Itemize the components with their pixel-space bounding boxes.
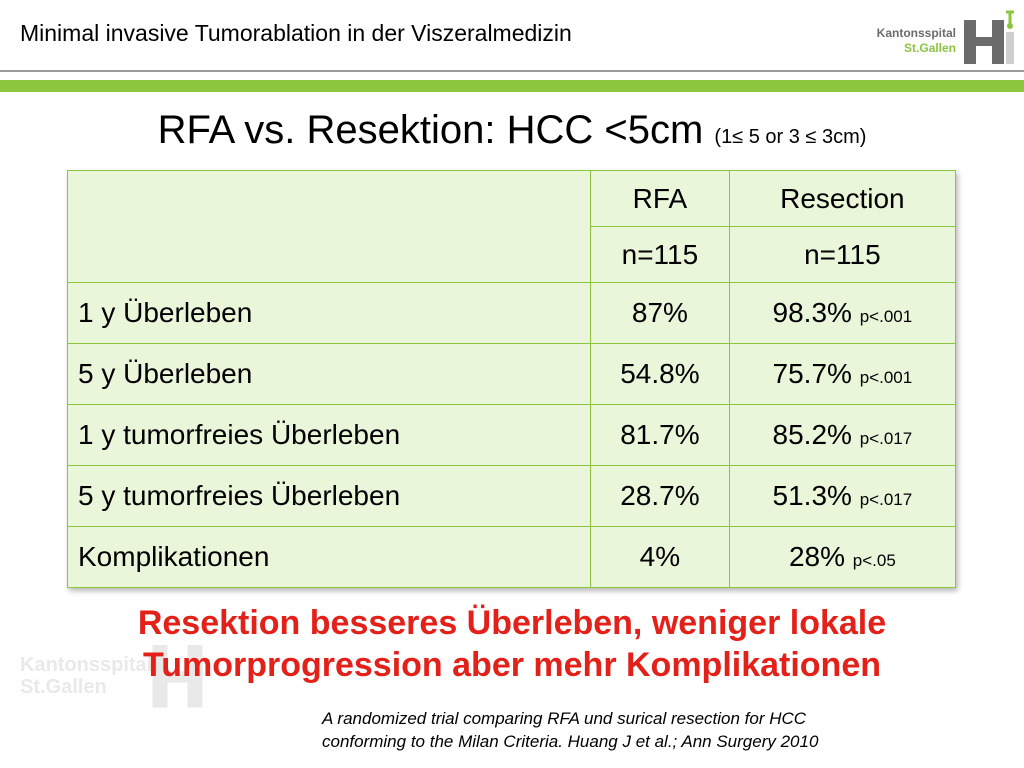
resection-cell: [729, 405, 955, 466]
resection-cell: [729, 527, 955, 588]
watermark-line1: Kantonsspital: [20, 654, 153, 676]
conclusion-line1: Resektion besseres Überleben, weniger lokale: [137, 604, 887, 642]
slide-title: [0, 108, 1024, 153]
header-rule: [0, 70, 1024, 72]
resection-value: 98.3%: [772, 297, 852, 328]
table-row: [68, 344, 956, 405]
p-value: p<.017: [859, 490, 913, 509]
citation-line2: conforming to the Milan Criteria. Huang J et al.; Ann Surgery 2010: [322, 732, 819, 751]
resection-value: 28%: [788, 541, 845, 572]
hospital-h-icon: [962, 10, 1018, 66]
column-header-resection: Resection: [729, 171, 955, 227]
table-row: [68, 466, 956, 527]
resection-cell: [729, 283, 955, 344]
watermark-line2: St.Gallen: [20, 676, 107, 698]
results-table: [67, 170, 956, 588]
rfa-value: 81.7%: [591, 405, 730, 466]
table-row: [68, 527, 956, 588]
count-rfa: n=115: [591, 227, 730, 283]
p-value: p<.017: [859, 429, 913, 448]
conclusion-text: [0, 602, 1024, 686]
p-value: p<.001: [859, 368, 913, 387]
rfa-value: 28.7%: [591, 466, 730, 527]
slide-subtitle: (1≤ 5 or 3 ≤ 3cm): [714, 126, 867, 148]
row-label: Komplikationen: [68, 527, 591, 588]
table-row: [68, 283, 956, 344]
count-resection: n=115: [729, 227, 955, 283]
row-label: 1 y tumorfreies Überleben: [68, 405, 591, 466]
green-band: [0, 80, 1024, 92]
resection-cell: [729, 466, 955, 527]
column-header-rfa: RFA: [591, 171, 730, 227]
p-value: p<.001: [859, 307, 913, 326]
citation: [322, 707, 1012, 753]
header-title: Minimal invasive Tumorablation in der Viszeralmedizin: [20, 20, 572, 46]
logo-line2: St.Gallen: [903, 41, 956, 55]
rfa-value: 54.8%: [591, 344, 730, 405]
conclusion-line2: Tumorprogression aber mehr Komplikationen: [142, 646, 882, 684]
row-label: 1 y Überleben: [68, 283, 591, 344]
table-row: [68, 405, 956, 466]
hospital-logo: [868, 10, 1018, 66]
logo-line1: Kantonsspital: [876, 26, 956, 40]
table-header-row: [68, 171, 956, 227]
rfa-value: 87%: [591, 283, 730, 344]
resection-value: 85.2%: [772, 419, 852, 450]
slide-title-main: RFA vs. Resektion: HCC <5cm: [157, 108, 704, 152]
resection-cell: [729, 344, 955, 405]
p-value: p<.05: [852, 551, 896, 570]
resection-value: 75.7%: [772, 358, 852, 389]
resection-value: 51.3%: [772, 480, 852, 511]
row-label: 5 y Überleben: [68, 344, 591, 405]
citation-line1: A randomized trial comparing RFA und surical resection for HCC: [322, 709, 807, 728]
rfa-value: 4%: [591, 527, 730, 588]
table-corner-cell: [68, 171, 591, 283]
row-label: 5 y tumorfreies Überleben: [68, 466, 591, 527]
